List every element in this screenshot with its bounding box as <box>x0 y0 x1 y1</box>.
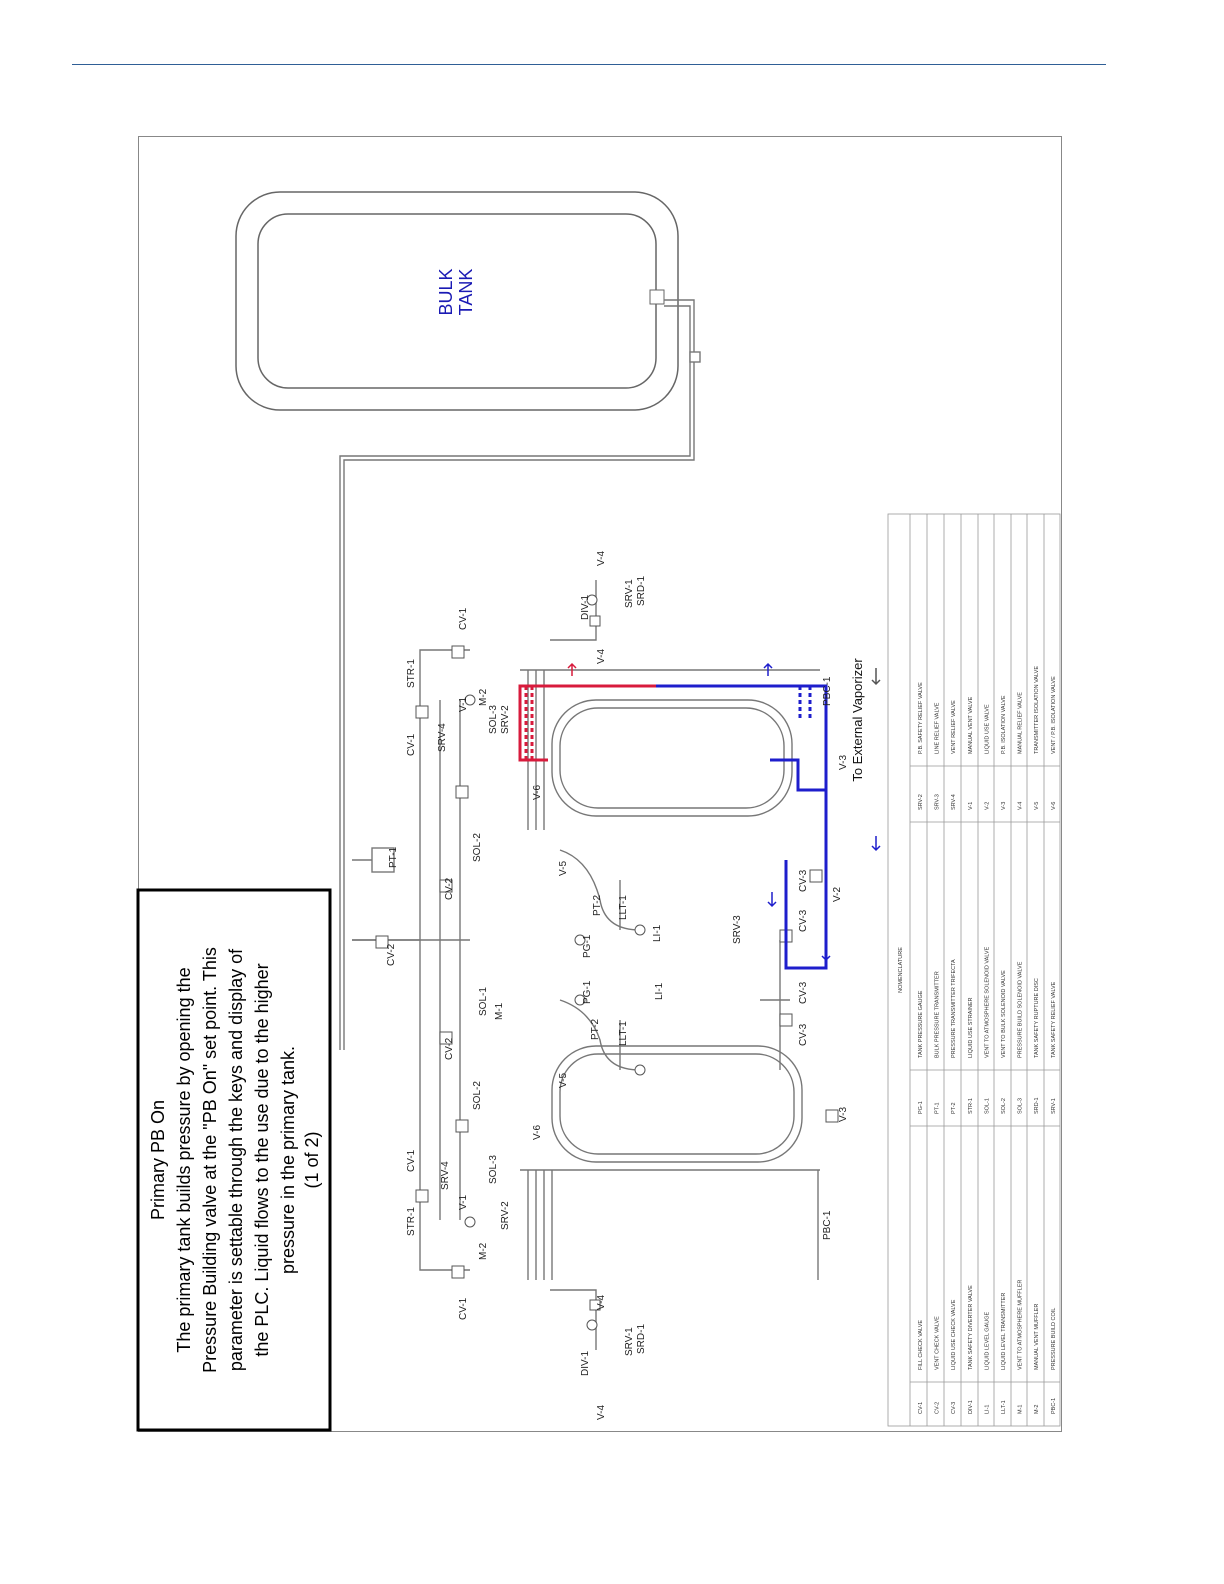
nomenclature-description: TANK SAFETY DIVERTER VALVE <box>967 1285 974 1370</box>
label-cv3-b: CV-3 <box>798 909 809 932</box>
label-v3-left: V-3 <box>838 1106 849 1122</box>
nomenclature-description: LIQUID USE VALVE <box>984 704 991 754</box>
piping <box>340 300 820 1350</box>
nomenclature-code: SRV-1 <box>1050 1098 1057 1114</box>
nomenclature-code: M-1 <box>1017 1404 1024 1414</box>
nomenclature-code: LI-1 <box>984 1404 991 1414</box>
label-pt2-right: PT-2 <box>592 894 603 916</box>
nomenclature-title: NOMENCLATURE <box>898 947 904 993</box>
nomenclature-code: SOL-3 <box>1017 1098 1024 1114</box>
nomenclature-description: PRESSURE BUILD SOLENOID VALVE <box>1017 961 1024 1058</box>
label-cv2-right: CV-2 <box>444 877 455 900</box>
label-v1-top: V-1 <box>458 696 469 712</box>
nomenclature-code: CV-2 <box>934 1401 941 1414</box>
label-li1-right: LI-1 <box>652 924 663 942</box>
label-v2: V-2 <box>832 886 843 902</box>
nomenclature-code: DIV-1 <box>967 1400 974 1414</box>
label-srv2-top: SRV-2 <box>500 705 511 734</box>
nomenclature-code: SRV-2 <box>918 794 924 810</box>
label-v6-right: V-6 <box>532 784 543 800</box>
bulk-tank-label-2: TANK <box>456 268 476 316</box>
nomenclature-description: FILL CHECK VALVE <box>918 1319 924 1370</box>
flow-note: To External Vaporizer <box>850 658 865 782</box>
label-div1-left: DIV-1 <box>580 1350 591 1376</box>
caption-line-5: pressure in the primary tank. <box>278 1045 298 1275</box>
nomenclature-code: PT-2 <box>951 1102 958 1114</box>
nomenclature-description: VENT TO ATMOSPHERE SOLENOID VALVE <box>984 946 991 1058</box>
label-cv3-c: CV-3 <box>798 981 809 1004</box>
nomenclature-description: LIQUID USE STRAINER <box>967 997 974 1058</box>
nomenclature-code: PG-1 <box>918 1101 924 1114</box>
caption-line-6: (1 of 2) <box>302 1131 322 1189</box>
nomenclature-code: V-2 <box>984 801 991 810</box>
label-v4-left-b: V-4 <box>596 1294 607 1310</box>
label-cv2-mid: CV-2 <box>444 1037 455 1060</box>
label-srv4-left: SRV-4 <box>440 1161 451 1190</box>
label-m2-top: M-2 <box>478 688 489 706</box>
label-v4-left-a: V-4 <box>596 1404 607 1420</box>
label-pg1-right: PG-1 <box>582 934 593 958</box>
label-cv1-bottom: CV-1 <box>458 1297 469 1320</box>
gas-flow-line <box>520 686 656 760</box>
label-cv1-left: CV-1 <box>406 1149 417 1172</box>
label-srd1-left: SRD-1 <box>636 1323 647 1354</box>
label-cv1-mid: CV-1 <box>406 733 417 756</box>
label-pt1: PT-1 <box>388 846 399 868</box>
nomenclature-code: SOL-2 <box>1001 1098 1007 1114</box>
nomenclature-code: LLT-1 <box>1001 1400 1007 1414</box>
nomenclature-description: PRESSURE BUILD COIL <box>1050 1307 1057 1370</box>
nomenclature-text <box>898 666 1057 1414</box>
nomenclature-code: PBC-1 <box>1050 1397 1057 1414</box>
label-v5-right: V-5 <box>558 860 569 876</box>
label-srv1-left: SRV-1 <box>624 1327 635 1356</box>
nomenclature-description: LIQUID LEVEL TRANSMITTER <box>1001 1292 1007 1370</box>
caption-line-2: Pressure Building valve at the "PB On" set point. This <box>200 947 220 1373</box>
nomenclature-description: VENT TO ATMOSPHERE MUFFLER <box>1017 1279 1024 1370</box>
label-v4-right-a: V-4 <box>596 648 607 664</box>
nomenclature-table <box>888 514 1060 1426</box>
label-sol2-left: SOL-2 <box>472 1081 483 1110</box>
bulk-tank-label-1: BULK <box>436 268 456 316</box>
label-srv3: SRV-3 <box>732 915 743 944</box>
nomenclature-description: VENT TO BULK SOLENOID VALVE <box>1001 970 1007 1058</box>
label-sol3-top: SOL-3 <box>488 705 499 734</box>
nomenclature-description: PRESSURE TRANSMITTER TRIFECTA <box>951 959 958 1058</box>
nomenclature-code: M-2 <box>1034 1404 1041 1414</box>
label-v3-right: V-3 <box>838 754 849 770</box>
bulk-tank <box>236 192 678 410</box>
nomenclature-code: V-6 <box>1050 801 1057 810</box>
label-v1-left: V-1 <box>458 1194 469 1210</box>
label-str1-left: STR-1 <box>406 1207 417 1236</box>
label-pt2-left: PT-2 <box>590 1018 601 1040</box>
label-sol2-right: SOL-2 <box>472 833 483 862</box>
nomenclature-code: V-3 <box>1001 801 1007 810</box>
label-pbc1-right: PBC-1 <box>822 676 833 706</box>
label-m1: M-1 <box>494 1002 505 1020</box>
label-srv4-top: SRV-4 <box>437 723 448 752</box>
caption-title: Primary PB On <box>148 1099 168 1221</box>
nomenclature-description: TRANSMITTER ISOLATION VALVE <box>1034 665 1041 754</box>
nomenclature-code: V-4 <box>1017 801 1024 810</box>
label-pbc1-left: PBC-1 <box>822 1210 833 1240</box>
label-v5-left: V-5 <box>558 1072 569 1088</box>
label-sol1: SOL-1 <box>478 987 489 1016</box>
nomenclature-code: SRD-1 <box>1034 1097 1041 1114</box>
nomenclature-code: CV-1 <box>918 1401 924 1414</box>
nomenclature-description: TANK SAFETY RELIEF VALVE <box>1050 981 1057 1058</box>
label-div1-right: DIV-1 <box>580 594 591 620</box>
label-cv1-top: CV-1 <box>458 607 469 630</box>
nomenclature-description: MANUAL VENT MUFFLER <box>1034 1303 1041 1370</box>
caption-line-4: the PLC. Liquid flows to the use due to the higher <box>252 963 272 1357</box>
caption-box <box>138 890 330 1430</box>
nomenclature-code: V-5 <box>1034 801 1041 810</box>
label-cv2-left: CV-2 <box>386 943 397 966</box>
nomenclature-description: MANUAL VENT VALVE <box>967 696 974 754</box>
label-llt1-left: LLT-1 <box>618 1021 629 1046</box>
nomenclature-code: SRV-4 <box>951 794 958 810</box>
label-srd1-right: SRD-1 <box>636 575 647 606</box>
label-llt1-right: LLT-1 <box>618 895 629 920</box>
label-srv2-left: SRV-2 <box>500 1201 511 1230</box>
nomenclature-code: V-1 <box>967 801 974 810</box>
nomenclature-description: LINE RELIEF VALVE <box>934 702 941 754</box>
nomenclature-description: LIQUID USE CHECK VALVE <box>951 1299 958 1370</box>
label-sol3-left: SOL-3 <box>488 1155 499 1184</box>
label-v4-right-b: V-4 <box>596 550 607 566</box>
caption-line-3: parameter is settable through the keys and display of <box>226 948 246 1372</box>
nomenclature-code: PT-1 <box>934 1102 941 1114</box>
nomenclature-description: LIQUID LEVEL GAUGE <box>984 1311 991 1370</box>
nomenclature-description: VENT RELIEF VALVE <box>951 700 958 754</box>
nomenclature-code: STR-1 <box>967 1098 974 1114</box>
nomenclature-code: SOL-1 <box>984 1098 991 1114</box>
label-srv1-right: SRV-1 <box>624 579 635 608</box>
label-str1-top: STR-1 <box>406 659 417 688</box>
label-li1-left: LI-1 <box>654 982 665 1000</box>
label-pg1-left: PG-1 <box>582 980 593 1004</box>
nomenclature-description: P.B. SAFETY RELIEF VALVE <box>918 682 924 754</box>
label-cv3-a: CV-3 <box>798 869 809 892</box>
nomenclature-description: TANK PRESSURE GAUGE <box>918 990 924 1058</box>
nomenclature-description: VENT CHECK VALVE <box>934 1316 941 1370</box>
label-m2-left: M-2 <box>478 1242 489 1260</box>
nomenclature-code: SRV-3 <box>934 794 941 810</box>
label-cv3-d: CV-3 <box>798 1023 809 1046</box>
caption-line-1: The primary tank builds pressure by opening the <box>174 967 194 1353</box>
nomenclature-description: P.B. ISOLATION VALVE <box>1001 695 1007 754</box>
nomenclature-description: VENT / P.B. ISOLATION VALVE <box>1050 676 1057 754</box>
nomenclature-description: MANUAL RELIEF VALVE <box>1017 692 1024 754</box>
nomenclature-description: BULK PRESSURE TRANSMITTER <box>934 971 941 1058</box>
nomenclature-description: TANK SAFETY RUPTURE DISC <box>1034 978 1041 1058</box>
label-v6-left: V-6 <box>532 1124 543 1140</box>
nomenclature-code: CV-3 <box>951 1401 958 1414</box>
